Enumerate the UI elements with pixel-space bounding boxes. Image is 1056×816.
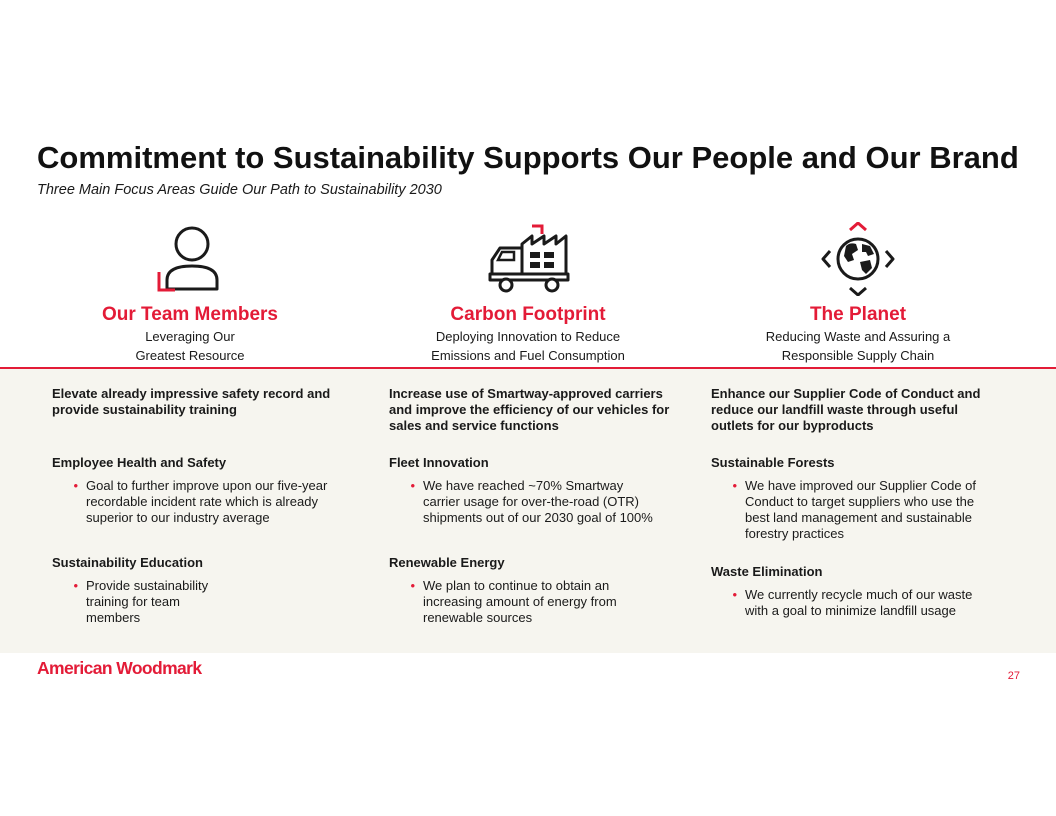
globe-icon	[820, 222, 896, 296]
bullet-text: We currently recycle much of our waste with a goal to minimize landfill usage	[745, 587, 973, 618]
focus-area-desc-line2: Emissions and Fuel Consumption	[431, 348, 625, 363]
focus-area-desc-line2: Greatest Resource	[135, 348, 245, 363]
bullet-item	[52, 578, 352, 626]
bullet-dot: •	[732, 478, 737, 493]
focus-area-team-members	[30, 222, 350, 364]
truck-factory-icon	[486, 222, 570, 294]
focus-lead: Elevate already impressive safety record and provide sustainability training	[52, 386, 331, 417]
bullet-item	[711, 587, 1011, 619]
focus-area-desc-line2: Responsible Supply Chain	[781, 348, 935, 363]
page-number: 27	[1007, 670, 1020, 682]
section-heading: Waste Elimination	[711, 564, 823, 579]
section-heading: Fleet Innovation	[389, 455, 489, 470]
bullet-text: We have improved our Supplier Code of Conduct to target suppliers who use the best land management and sustainable forestry practices	[745, 478, 976, 541]
team-members-details	[52, 386, 352, 626]
section-heading: Renewable Energy	[389, 555, 505, 570]
bullet-text: Provide sustainability training for team members	[86, 578, 209, 625]
bullet-item	[711, 478, 1011, 542]
focus-lead: Increase use of Smartway-approved carriers and improve the efficiency of our vehicles for sales and service functions	[389, 386, 670, 433]
planet-details	[711, 386, 1011, 619]
focus-area-title: Carbon Footprint	[450, 304, 606, 325]
person-icon	[155, 222, 225, 294]
bullet-item	[389, 578, 689, 626]
bullet-dot: •	[732, 587, 737, 602]
bullet-item	[389, 478, 689, 526]
bullet-text: We have reached ~70% Smartway carrier usage for over-the-road (OTR) shipments out of our 2030 goal of 100%	[423, 478, 653, 525]
focus-area-desc-line1: Deploying Innovation to Reduce	[435, 329, 621, 344]
bullet-dot: •	[410, 478, 415, 493]
page-subtitle: Three Main Focus Areas Guide Our Path to Sustainability 2030	[37, 182, 442, 198]
focus-area-title: Our Team Members	[102, 304, 278, 325]
focus-area-planet	[698, 222, 1018, 364]
bullet-dot: •	[410, 578, 415, 593]
bullet-text: Goal to further improve upon our five-year recordable incident rate which is already superior to our industry average	[86, 478, 328, 525]
carbon-footprint-details	[389, 386, 689, 626]
page-title: Commitment to Sustainability Supports Our People and Our Brand	[37, 140, 1019, 175]
focus-area-carbon-footprint	[368, 222, 688, 364]
focus-area-desc-line1: Leveraging Our	[145, 329, 235, 344]
focus-area-title: The Planet	[809, 304, 907, 325]
company-logo: American Woodmark	[37, 658, 202, 678]
bullet-dot: •	[73, 478, 78, 493]
section-heading: Employee Health and Safety	[52, 455, 227, 470]
focus-area-desc-line1: Reducing Waste and Assuring a	[765, 329, 951, 344]
section-heading: Sustainability Education	[52, 555, 203, 570]
bullet-dot: •	[73, 578, 78, 593]
bullet-text: We plan to continue to obtain an increasing amount of energy from renewable sources	[423, 578, 617, 625]
bullet-item	[52, 478, 352, 526]
section-heading: Sustainable Forests	[711, 455, 835, 470]
focus-lead: Enhance our Supplier Code of Conduct and reduce our landfill waste through useful outlets for our byproducts	[711, 386, 981, 433]
